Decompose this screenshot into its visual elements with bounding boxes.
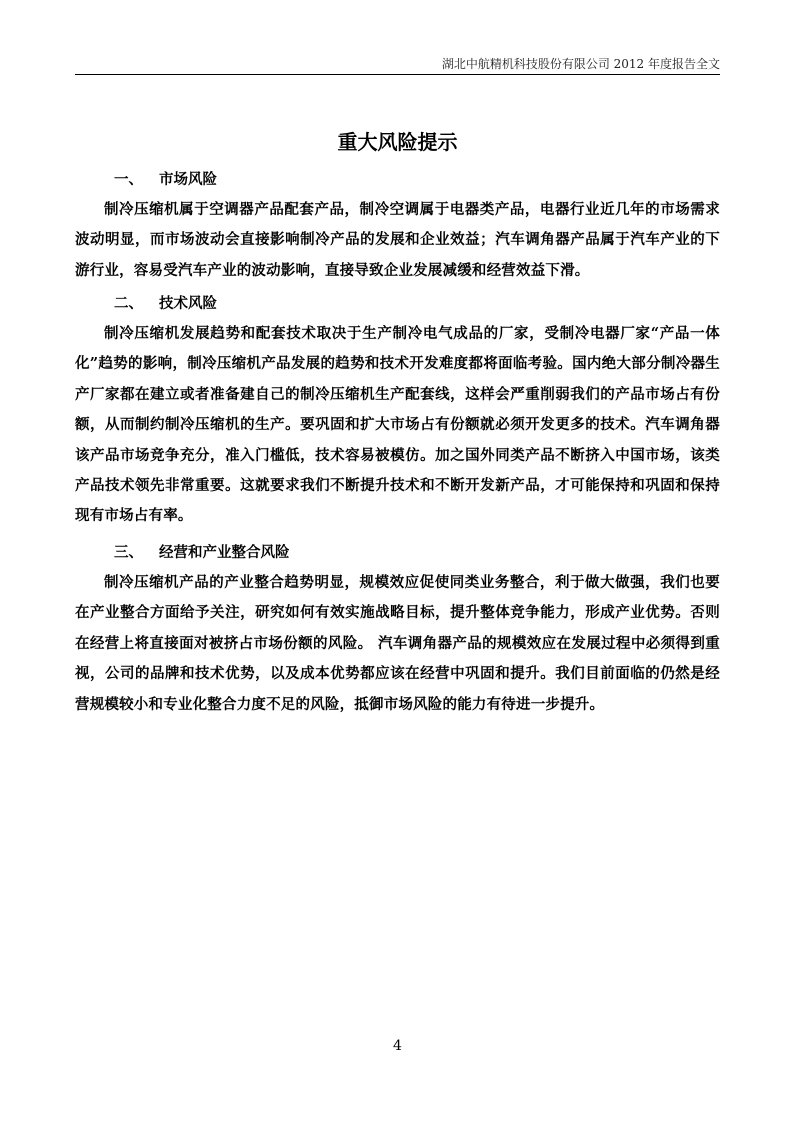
section-operation-integration-risk: [75, 543, 720, 720]
section-heading-text: 市场风险: [159, 171, 217, 188]
section-heading: [75, 294, 720, 314]
page-title: 重大风险提示: [337, 130, 458, 154]
section-heading: [75, 170, 720, 190]
page-number: 4: [393, 1038, 402, 1054]
section-heading: [75, 543, 720, 563]
section-paragraph: 制冷压缩机属于空调器产品配套产品，制冷空调属于电器类产品，电器行业近几年的市场需求波动明显，而市场波动会直接影响制冷产品的发展和企业效益；汽车调角器产品属于汽车产业的下游行业，容易受汽车产业的波动影响，直接导致企业发展减缓和经营效益下滑。: [75, 201, 720, 279]
section-number: 一、: [114, 171, 143, 188]
section-paragraph: 制冷压缩机发展趋势和配套技术取决于生产制冷电气成品的厂家，受制冷电器厂家“产品一体化”趋势的影响，制冷压缩机产品发展的趋势和技术开发难度都将面临考验。国内绝大部分制冷器生产厂家都在建立或者准备建自己的制冷压缩机生产配套线，这样会严重削弱我们的产品市场占有份额，从而制约制冷压缩机的生产。要巩固和扩大市场占有份额就必须开发更多的技术。汽车调角器该产品市场竞争充分，准入门槛低，技术容易被模仿。加之国外同类产品不断挤入中国市场，该类产品技术领先非常重要。这就要求我们不断提升技术和不断开发新产品，才可能保持和巩固和保持现有市场占有率。: [75, 325, 720, 525]
section-number: 三、: [114, 544, 143, 561]
section-market-risk: [75, 170, 720, 286]
section-heading-text: 技术风险: [159, 295, 217, 312]
section-heading-text: 经营和产业整合风险: [159, 544, 290, 561]
section-technology-risk: [75, 294, 720, 532]
section-paragraph: 制冷压缩机产品的产业整合趋势明显，规模效应促使同类业务整合，利于做大做强，我们也要在产业整合方面给予关注，研究如何有效实施战略目标，提升整体竞争能力，形成产业优势。否则在经营上将直接面对被挤占市场份额的风险。 汽车调角器产品的规模效应在发展过程中必须得到重视，公司的品牌和技术优势，以及成本优势都应该在经营中巩固和提升。我们目前面临的仍然是经营规模较小和专业化整合力度不足的风险，抵御市场风险的能力有待进一步提升。: [75, 574, 720, 713]
section-number: 二、: [114, 295, 143, 312]
header-rule: [75, 74, 720, 75]
running-header: 湖北中航精机科技股份有限公司 2012 年度报告全文: [441, 57, 720, 71]
